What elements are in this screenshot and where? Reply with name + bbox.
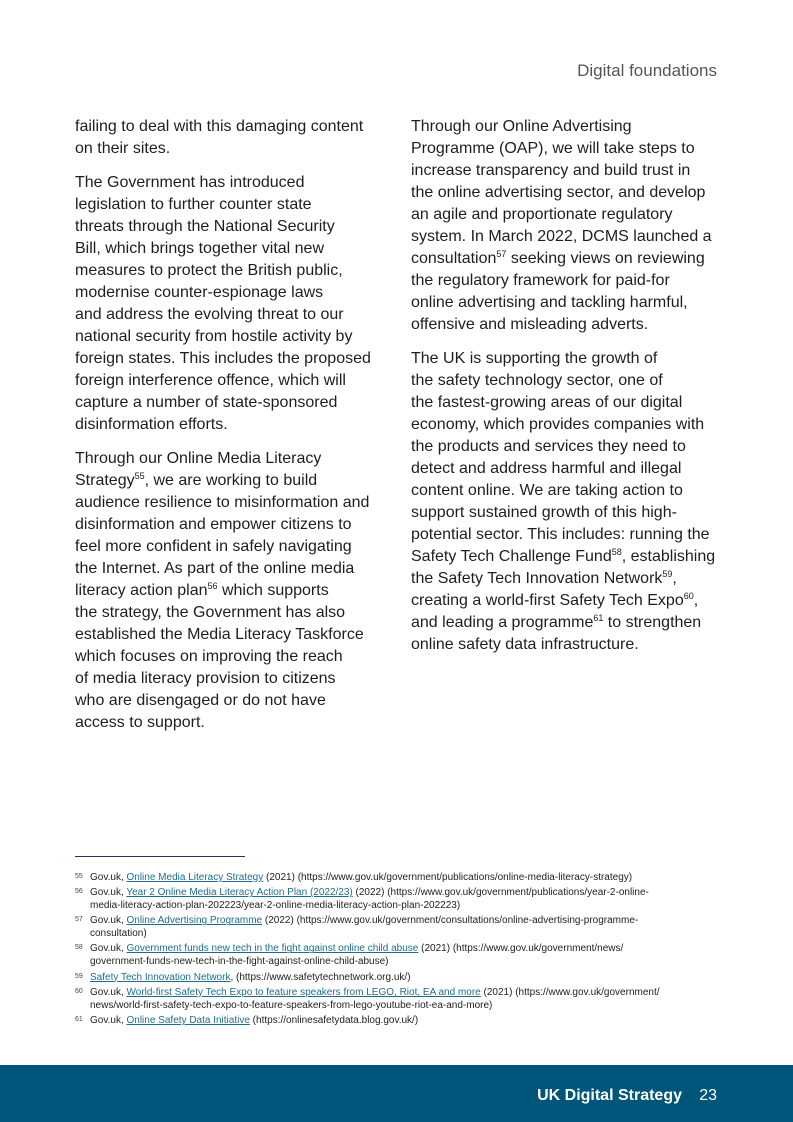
- text-line: [75, 558, 385, 580]
- footnote-url: (2021) (https://www.gov.uk/government/news/: [418, 943, 624, 955]
- text-segment: who are disengaged or do not have: [75, 692, 326, 709]
- text-line: [411, 546, 726, 568]
- text-line: [411, 436, 726, 458]
- text-line: [75, 194, 385, 216]
- text-segment: and address the evolving threat to our: [75, 306, 344, 323]
- text-segment: established the Media Literacy Taskforce: [75, 626, 364, 643]
- footnote-line: [90, 972, 735, 985]
- footnote-number: 56: [75, 888, 83, 896]
- footnote-reference[interactable]: 61: [593, 613, 604, 623]
- text-segment: Through our Online Advertising: [411, 118, 632, 135]
- text-segment: Safety Tech Challenge Fund: [411, 548, 612, 565]
- text-line: [411, 270, 726, 292]
- text-segment: literacy action plan: [75, 582, 208, 599]
- text-line: [411, 568, 726, 590]
- text-segment: disinformation and empower citizens to: [75, 516, 352, 533]
- footnote-url: (2022) (https://www.gov.uk/government/publications/year-2-online-: [352, 887, 649, 899]
- text-segment: the Internet. As part of the online media: [75, 560, 355, 577]
- text-line: [75, 580, 385, 602]
- text-line: [411, 182, 726, 204]
- footnote-reference[interactable]: 60: [683, 591, 694, 601]
- text-line: [75, 470, 385, 492]
- text-segment: Bill, which brings together vital new: [75, 240, 325, 257]
- text-line: [411, 116, 726, 138]
- text-segment: the regulatory framework for paid-for: [411, 272, 670, 289]
- text-segment: failing to deal with this damaging content: [75, 118, 364, 135]
- text-segment: access to support.: [75, 714, 205, 731]
- footnote-line: [90, 872, 735, 885]
- footnote-url: (https://onlinesafetydata.blog.gov.uk/): [249, 1014, 419, 1026]
- text-line: [411, 612, 726, 634]
- text-line: [75, 536, 385, 558]
- text-line: [75, 116, 385, 138]
- text-line: [411, 314, 726, 336]
- footnote-source: Gov.uk,: [90, 887, 127, 899]
- text-line: [411, 502, 726, 524]
- text-segment: feel more confident in safely navigating: [75, 538, 352, 555]
- text-line: [75, 646, 385, 668]
- footnote-url: (2021) (https://www.gov.uk/government/publications/online-media-literacy-strategy): [263, 872, 633, 883]
- footnote-reference[interactable]: 55: [134, 471, 145, 481]
- right-column: [411, 116, 726, 668]
- text-segment: foreign states. This includes the proposed: [75, 350, 371, 367]
- text-segment: online safety data infrastructure.: [411, 636, 639, 653]
- footnote-source: Gov.uk,: [90, 872, 127, 883]
- paragraph: [411, 116, 726, 336]
- text-line: [411, 480, 726, 502]
- text-segment: , establishing: [621, 548, 716, 565]
- text-line: [75, 260, 385, 282]
- text-segment: Strategy: [75, 472, 135, 489]
- paragraph: [75, 448, 385, 734]
- text-segment: the fastest-growing areas of our digital: [411, 394, 683, 411]
- footnote-line: [90, 1015, 735, 1028]
- text-segment: ,: [672, 570, 677, 587]
- text-segment: threats through the National Security: [75, 218, 335, 235]
- text-segment: increase transparency and build trust in: [411, 162, 691, 179]
- footnote-link[interactable]: Online Safety Data Initiative: [126, 1014, 250, 1026]
- footnote: [75, 915, 735, 941]
- text-segment: capture a number of state-sponsored: [75, 394, 338, 411]
- footnote-line: [90, 943, 735, 956]
- text-segment: detect and address harmful and illegal: [411, 460, 682, 477]
- text-line: [75, 690, 385, 712]
- footnote: [75, 887, 735, 913]
- footnote-reference[interactable]: 59: [662, 569, 673, 579]
- footnote-url: (2022) (https://www.gov.uk/government/consultations/online-advertising-programme-: [262, 915, 639, 927]
- paragraph: [75, 116, 385, 160]
- footnote-number: 60: [75, 987, 83, 995]
- text-line: [75, 348, 385, 370]
- text-line: [411, 160, 726, 182]
- footnote-link[interactable]: Year 2 Online Media Literacy Action Plan (2022/23): [126, 887, 353, 899]
- text-segment: on their sites.: [75, 140, 171, 157]
- text-line: [75, 392, 385, 414]
- footnote: [75, 987, 735, 1013]
- text-segment: The UK is supporting the growth of: [411, 350, 658, 367]
- footnotes: [75, 872, 735, 1030]
- text-line: [411, 292, 726, 314]
- text-line: [75, 172, 385, 194]
- text-line: [75, 282, 385, 304]
- text-segment: the products and services they need to: [411, 438, 686, 455]
- footnote-link[interactable]: Government funds new tech in the fight against online child abuse: [126, 943, 419, 955]
- text-segment: content online. We are taking action to: [411, 482, 683, 499]
- footnote-number: 57: [75, 916, 83, 924]
- footnote-source: Gov.uk,: [90, 986, 127, 998]
- text-line: [75, 238, 385, 260]
- footnote-url-continued: government-funds-new-tech-in-the-fight-against-online-child-abuse): [90, 956, 389, 968]
- text-segment: national security from hostile activity by: [75, 328, 353, 345]
- text-line: [411, 634, 726, 656]
- text-segment: disinformation efforts.: [75, 416, 228, 433]
- footnote-link[interactable]: Safety Tech Innovation Network: [90, 971, 231, 983]
- paragraph: [75, 172, 385, 436]
- footnote-url-continued: news/world-first-safety-tech-expo-to-feature-speakers-from-lego-youtube-riot-ea-and-more): [90, 999, 493, 1011]
- footnote-number: 58: [75, 944, 83, 952]
- text-segment: , we are working to build: [144, 472, 318, 489]
- page-footer: [0, 1065, 793, 1122]
- footnote-url-continued: consultation): [90, 928, 147, 940]
- footnote: [75, 1015, 735, 1028]
- text-segment: which focuses on improving the reach: [75, 648, 343, 665]
- section-header: Digital foundations: [577, 61, 717, 80]
- footnote-source: Gov.uk,: [90, 1014, 127, 1026]
- footnote-number: 55: [75, 873, 83, 880]
- text-line: [411, 590, 726, 612]
- footnote-divider: [75, 856, 245, 857]
- footnote-number: 59: [75, 972, 83, 980]
- text-segment: legislation to further counter state: [75, 196, 312, 213]
- text-line: [75, 216, 385, 238]
- text-segment: ,: [693, 592, 699, 609]
- text-segment: the Safety Tech Innovation Network: [411, 570, 663, 587]
- text-line: [75, 304, 385, 326]
- footnote-line: [90, 887, 735, 900]
- footnote: [75, 872, 735, 885]
- text-segment: foreign interference offence, which will: [75, 372, 346, 389]
- text-line: [411, 414, 726, 436]
- footnote-reference[interactable]: 56: [207, 581, 218, 591]
- footnote-link[interactable]: Online Media Literacy Strategy: [126, 872, 264, 883]
- text-segment: an agile and proportionate regulatory: [411, 206, 673, 223]
- text-line: [75, 514, 385, 536]
- text-line: [75, 624, 385, 646]
- text-segment: to strengthen: [603, 614, 702, 631]
- text-segment: economy, which provides companies with: [411, 416, 705, 433]
- text-line: [411, 392, 726, 414]
- text-line: [75, 138, 385, 160]
- text-line: [411, 204, 726, 226]
- text-segment: Programme (OAP), we will take steps to: [411, 140, 695, 157]
- text-segment: Through our Online Media Literacy: [75, 450, 322, 467]
- left-column: [75, 116, 385, 746]
- text-segment: support sustained growth of this high-: [411, 504, 677, 521]
- text-segment: online advertising and tackling harmful,: [411, 294, 688, 311]
- text-segment: the strategy, the Government has also: [75, 604, 346, 621]
- text-segment: the safety technology sector, one of: [411, 372, 663, 389]
- text-line: [75, 370, 385, 392]
- text-line: [75, 414, 385, 436]
- text-line: [75, 492, 385, 514]
- footnote-line: [90, 915, 735, 928]
- text-segment: offensive and misleading adverts.: [411, 316, 649, 333]
- text-segment: creating a world-first Safety Tech Expo: [411, 592, 684, 609]
- footer-title: UK Digital Strategy: [537, 1087, 682, 1104]
- text-segment: The Government has introduced: [75, 174, 305, 191]
- footnote-reference[interactable]: 57: [496, 249, 507, 259]
- text-segment: system. In March 2022, DCMS launched a: [411, 228, 712, 245]
- text-segment: the online advertising sector, and develop: [411, 184, 706, 201]
- text-segment: which supports: [217, 582, 329, 599]
- text-segment: seeking views on reviewing: [506, 250, 705, 267]
- footnote-link[interactable]: World-first Safety Tech Expo to feature speakers from LEGO, Riot, EA and more: [126, 986, 481, 998]
- footnote-url: , (https://www.safetytechnetwork.org.uk/): [230, 971, 411, 983]
- text-line: [411, 226, 726, 248]
- text-segment: consultation: [411, 250, 497, 267]
- text-line: [411, 524, 726, 546]
- text-line: [75, 668, 385, 690]
- footnote: [75, 943, 735, 969]
- text-segment: audience resilience to misinformation and: [75, 494, 370, 511]
- text-line: [411, 138, 726, 160]
- paragraph: [411, 348, 726, 656]
- text-segment: measures to protect the British public,: [75, 262, 343, 279]
- footnote-link[interactable]: Online Advertising Programme: [126, 915, 263, 927]
- text-segment: and leading a programme: [411, 614, 594, 631]
- footnote: [75, 972, 735, 985]
- text-line: [411, 348, 726, 370]
- text-line: [411, 458, 726, 480]
- text-segment: potential sector. This includes: running the: [411, 526, 710, 543]
- page-number: 23: [699, 1087, 717, 1104]
- text-line: [75, 602, 385, 624]
- text-line: [411, 370, 726, 392]
- footnote-line: [90, 987, 735, 1000]
- footnote-source: Gov.uk,: [90, 943, 127, 955]
- footnote-source: Gov.uk,: [90, 915, 127, 927]
- text-line: [75, 448, 385, 470]
- text-line: [411, 248, 726, 270]
- text-segment: of media literacy provision to citizens: [75, 670, 336, 687]
- footnote-number: 61: [75, 1015, 83, 1023]
- text-line: [75, 712, 385, 734]
- text-segment: modernise counter-espionage laws: [75, 284, 324, 301]
- footnote-reference[interactable]: 58: [611, 547, 622, 557]
- footnote-url-continued: media-literacy-action-plan-202223/year-2-online-media-literacy-action-plan-202223): [90, 900, 461, 912]
- footnote-url: (2021) (https://www.gov.uk/government/: [480, 986, 660, 998]
- text-line: [75, 326, 385, 348]
